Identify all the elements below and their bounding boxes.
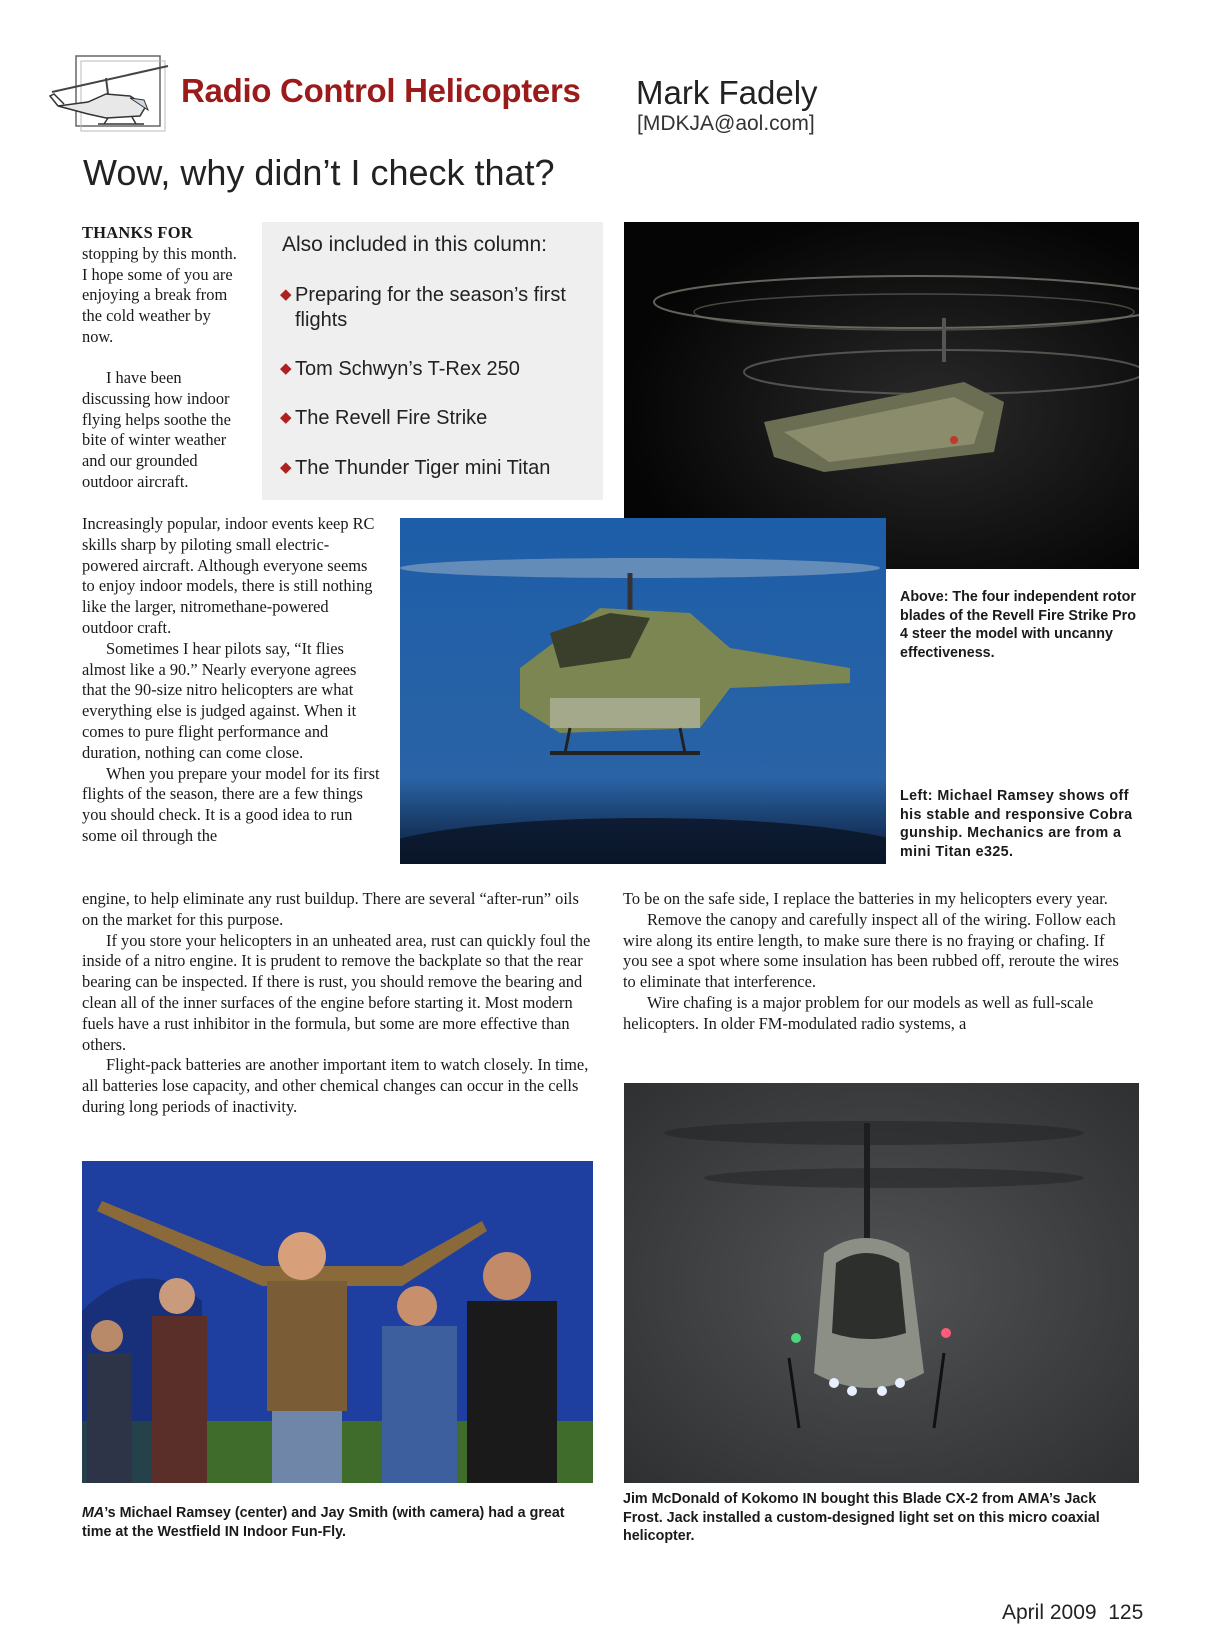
photo-fun-fly [82, 1161, 593, 1483]
article-body-top [82, 223, 242, 348]
author-email: [MDKJA@aol.com] [637, 112, 815, 135]
caption-text: ’s Michael Ramsey (center) and Jay Smith (with camera) had a great time at the Westfield IN Indoor Fun-Fly. [82, 1505, 565, 1540]
lead-in: THANKS FOR [82, 223, 193, 242]
photo-blade-cx2 [624, 1083, 1139, 1483]
caption-fun-fly [82, 1504, 593, 1541]
article-paragraph: Remove the canopy and carefully inspect all of the wiring. Follow each wire along its entire length, to make sure there is no fraying or chafing. If you see a spot where some insulation has been rubbed off, reroute the wires to eliminate that interference. [623, 909, 1119, 992]
author-name: Mark Fadely [636, 74, 818, 111]
article-paragraph: When you prepare your model for its first flights of the season, there are a few things you should check. It is a good idea to run some oil through the [82, 763, 380, 845]
article-paragraph [82, 368, 232, 493]
article-paragraph: Wire chafing is a major problem for our models as well as full-scale helicopters. In older FM-modulated radio systems, a [623, 992, 1094, 1033]
column-title: Radio Control Helicopters [181, 72, 581, 109]
article-paragraph: Flight-pack batteries are another important item to watch closely. In time, all batteries lose capacity, and other chemical changes can occur in the cells during long periods of inactivity. [82, 1055, 589, 1116]
article-body-right [623, 889, 1133, 1035]
sidebar-heading: Also included in this column: [282, 233, 547, 256]
article-body-bottom [82, 889, 592, 1118]
bullet-icon: ◆ [280, 360, 292, 377]
page-number: 125 [1108, 1601, 1144, 1624]
article-body-narrow [82, 368, 232, 493]
caption-cobra: Left: Michael Ramsey shows off his stable and responsive Cobra gunship. Mechanics are from a mini Titan e325. [900, 788, 1133, 860]
article-body-mid [82, 514, 380, 847]
issue-date: April 2009 [1002, 1601, 1097, 1624]
headline: Wow, why didn’t I check that? [83, 152, 555, 193]
sidebar-item-text: Tom Schwyn’s T-Rex 250 [295, 358, 520, 380]
photo-cobra-gunship [400, 518, 886, 864]
article-paragraph [82, 223, 242, 348]
helicopter-logo-icon [48, 44, 176, 142]
article-paragraph: Sometimes I hear pilots say, “It flies almost like a 90.” Nearly everyone agrees that the 90-size nitro helicopters are what everything else is judged against. When it comes to pure flight performance and duration, nothing can come close. [82, 638, 357, 762]
caption-blade: Jim McDonald of Kokomo IN bought this Blade CX-2 from AMA’s Jack Frost. Jack installed a custom-designed light set on this micro coaxial helicopter. [623, 1491, 1100, 1544]
sidebar-item-text: The Thunder Tiger mini Titan [295, 457, 551, 479]
article-paragraph: engine, to help eliminate any rust buildup. There are several “after-run” oils on the market for this purpose. [82, 889, 579, 929]
photo-fire-strike [624, 222, 1139, 569]
sidebar-item [280, 406, 585, 431]
article-paragraph: If you store your helicopters in an unheated area, rust can quickly foul the inside of a nitro engine. It is prudent to remove the backplate so that the rear bearing can be inspected. If there is rust, you should remove the bearing and clean all of the inner surfaces of the engine before starting it. Most modern fuels have a rust inhibitor in the formula, but some are more effective than others. [82, 930, 591, 1054]
sidebar-item [280, 283, 585, 333]
caption-fire-strike: Above: The four independent rotor blades of the Revell Fire Strike Pro 4 steer the model with uncanny effectiveness. [900, 589, 1136, 661]
sidebar-item [280, 456, 585, 481]
sidebar-item-text: Preparing for the season’s first flights [295, 284, 566, 331]
paragraph-text: Increasingly popular, indoor events keep RC skills sharp by piloting small electric-powered aircraft. Although everyone seems to enjoy indoor models, there is still nothing like the larger, nitromethane-powered outdoor craft. [82, 514, 375, 637]
paragraph-text: I have been discussing how indoor flying helps soothe the bite of winter weather and our grounded outdoor aircraft. [82, 368, 231, 491]
bullet-icon: ◆ [280, 409, 292, 426]
bullet-icon: ◆ [280, 459, 292, 476]
sidebar-item-text: The Revell Fire Strike [295, 407, 488, 429]
sidebar-item [280, 357, 585, 382]
page-folio [1002, 1601, 1143, 1625]
bullet-icon: ◆ [280, 286, 292, 303]
paragraph-text: stopping by this month. I hope some of you are enjoying a break from the cold weather by now. [82, 243, 237, 346]
caption-pub-name: MA [82, 1505, 105, 1521]
article-paragraph [82, 514, 380, 639]
article-paragraph: To be on the safe side, I replace the batteries in my helicopters every year. [623, 889, 1108, 908]
